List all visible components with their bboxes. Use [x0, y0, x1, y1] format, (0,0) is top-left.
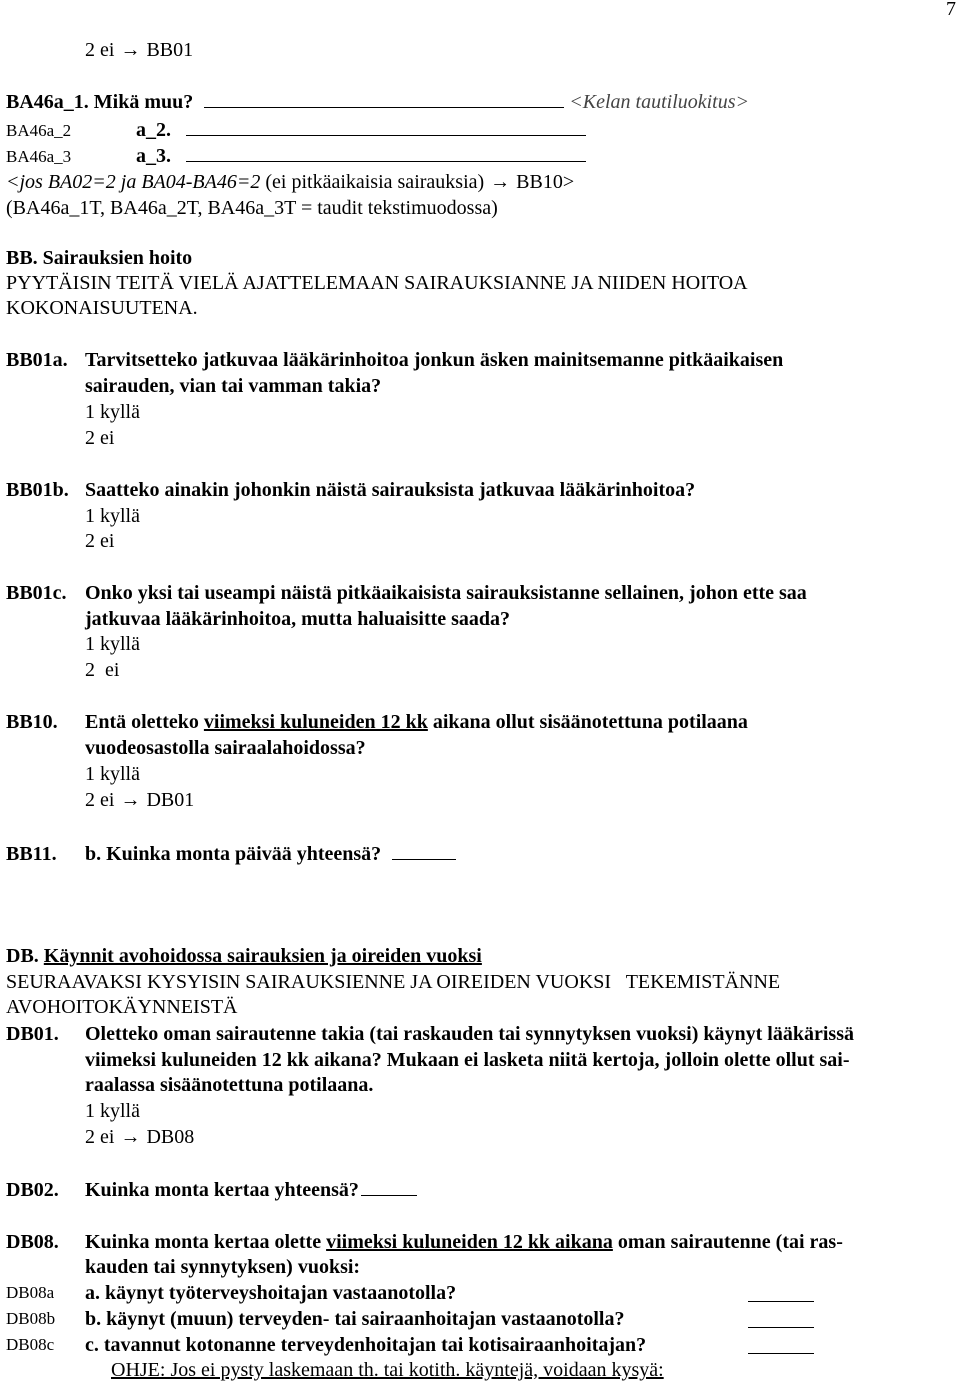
- question-code-bb01a: BB01a.: [6, 349, 68, 371]
- section-name: Käynnit avohoidossa sairauksien ja oireiden vuoksi: [43, 945, 482, 967]
- question-code-bb11: BB11.: [6, 843, 57, 865]
- question-ba46a-1: [6, 92, 749, 112]
- option-label: 2 ei: [85, 789, 115, 811]
- answer-blank-db08a[interactable]: [748, 1283, 814, 1302]
- coding-note: (BA46a_1T, BA46a_2T, BA46a_3T = taudit tekstimuodossa): [6, 197, 498, 219]
- question-text-part: Entä oletteko: [85, 711, 199, 733]
- sub-question-db08b: b. käynyt (muun) terveyden- tai sairaanhoitajan vastaanotolla?: [85, 1308, 625, 1330]
- section-intro-bb-1: PYYTÄISIN TEITÄ VIELÄ AJATTELEMAAN SAIRAUKSIANNE JA NIIDEN HOITOA: [6, 272, 748, 294]
- variable-code-db08c: DB08c: [6, 1335, 55, 1354]
- option-yes[interactable]: 1 kyllä: [85, 633, 140, 655]
- question-label: a_2.: [136, 119, 171, 141]
- skip-target: BB01: [146, 39, 194, 61]
- question-text-bb10-1: [85, 712, 748, 732]
- sub-question-db08a: a. käynyt työterveyshoitajan vastaanotolla?: [85, 1282, 457, 1304]
- question-text-part: oman sairautenne (tai ras-: [617, 1231, 843, 1253]
- variable-code: BA46a_2: [6, 121, 72, 140]
- skip-target: DB01: [146, 789, 195, 811]
- question-text-db08-2: kauden tai synnytyksen) vuoksi:: [85, 1256, 361, 1278]
- question-text-bb01c-2: jatkuvaa lääkärinhoitoa, mutta haluaisitte saada?: [85, 608, 511, 630]
- answer-blank-db08b[interactable]: [748, 1309, 814, 1328]
- section-title-db: [6, 946, 482, 966]
- question-text-db08-1: [85, 1232, 843, 1252]
- page-number: 7: [946, 0, 956, 20]
- variable-code: BA46a_3: [6, 147, 72, 166]
- section-code: DB.: [6, 945, 39, 967]
- option-yes[interactable]: 1 kyllä: [85, 1100, 140, 1122]
- interviewer-instruction: OHJE: Jos ei pysty laskemaan th. tai kotith. käyntejä, voidaan kysyä:: [111, 1359, 664, 1381]
- variable-code-db08a: DB08a: [6, 1283, 55, 1302]
- answer-blank-db08c[interactable]: [748, 1335, 814, 1354]
- question-text-bb10-2: vuodeosastolla sairaalahoidossa?: [85, 737, 366, 759]
- answer-blank[interactable]: [361, 1194, 417, 1196]
- arrow-right-icon: →: [120, 789, 141, 811]
- question-code-bb01b: BB01b.: [6, 479, 69, 501]
- question-db02: [85, 1180, 417, 1200]
- answer-blank[interactable]: [186, 134, 586, 136]
- question-code-db02: DB02.: [6, 1179, 59, 1201]
- answer-blank[interactable]: [392, 858, 456, 860]
- option-no-skip[interactable]: [85, 790, 194, 810]
- answer-blank[interactable]: [204, 106, 564, 108]
- option-yes[interactable]: 1 kyllä: [85, 505, 140, 527]
- arrow-right-icon: →: [120, 39, 141, 61]
- question-text-bb01b: Saatteko ainakin johonkin näistä sairauksista jatkuvaa lääkärinhoitoa?: [85, 479, 696, 501]
- question-text-db01-1: Oletteko oman sairautenne takia (tai raskauden tai synnytyksen vuoksi) käynyt lääkärissä: [85, 1023, 854, 1045]
- question-code-bb10: BB10.: [6, 711, 58, 733]
- question-label: a_3.: [136, 145, 171, 167]
- coding-hint: <Kelan tautiluokitus>: [569, 91, 750, 113]
- question-text-bb01a-1: Tarvitsetteko jatkuvaa lääkärinhoitoa jonkun äsken mainitsemanne pitkäaikaisen: [85, 349, 784, 371]
- option-label: 2 ei: [85, 1126, 115, 1148]
- question-ba46a-2: [6, 120, 586, 140]
- skip-target: DB08: [146, 1126, 195, 1148]
- question-code-bb01c: BB01c.: [6, 582, 67, 604]
- skip-reason: (ei pitkäaikaisia sairauksia): [265, 171, 485, 193]
- option-label: 2 ei: [85, 39, 115, 61]
- section-intro-db-1: SEURAAVAKSI KYSYISIN SAIRAUKSIENNE JA OIREIDEN VUOKSI TEKEMISTÄNNE: [6, 971, 781, 993]
- skip-condition: <jos BA02=2 ja BA04-BA46=2: [6, 171, 261, 193]
- question-label: BA46a_1. Mikä muu?: [6, 91, 194, 113]
- option-yes[interactable]: 1 kyllä: [85, 401, 140, 423]
- skip-line-top: [85, 40, 193, 60]
- option-no[interactable]: 2 ei: [85, 659, 120, 681]
- arrow-right-icon: →: [120, 1126, 141, 1148]
- skip-target: BB10>: [516, 171, 575, 193]
- question-text: Kuinka monta kertaa yhteensä?: [85, 1179, 359, 1201]
- option-no[interactable]: 2 ei: [85, 530, 115, 552]
- answer-blank[interactable]: [186, 160, 586, 162]
- question-code-db08: DB08.: [6, 1231, 59, 1253]
- section-intro-bb-2: KOKONAISUUTENA.: [6, 297, 198, 319]
- question-text-emphasis: viimeksi kuluneiden 12 kk aikana: [326, 1231, 613, 1253]
- question-text-bb01c-1: Onko yksi tai useampi näistä pitkäaikaisista sairauksistanne sellainen, johon ette saa: [85, 582, 807, 604]
- option-no-skip[interactable]: [85, 1127, 194, 1147]
- option-yes[interactable]: 1 kyllä: [85, 763, 140, 785]
- section-title-bb: BB. Sairauksien hoito: [6, 247, 193, 269]
- question-text-part: aikana ollut sisäänotettuna potilaana: [432, 711, 748, 733]
- question-bb11: [85, 844, 456, 864]
- variable-code-db08b: DB08b: [6, 1309, 56, 1328]
- question-text-db01-2: viimeksi kuluneiden 12 kk aikana? Mukaan ei lasketa niitä kertoja, jolloin olette ollut sai-: [85, 1049, 850, 1071]
- question-text-emphasis: viimeksi kuluneiden 12 kk: [203, 711, 428, 733]
- question-ba46a-3: [6, 146, 586, 166]
- section-intro-db-2: AVOHOITOKÄYNNEISTÄ: [6, 996, 238, 1018]
- question-text-part: Kuinka monta kertaa olette: [85, 1231, 322, 1253]
- option-no[interactable]: 2 ei: [85, 427, 115, 449]
- question-text-bb01a-2: sairauden, vian tai vamman takia?: [85, 375, 382, 397]
- question-code-db01: DB01.: [6, 1023, 59, 1045]
- question-text: b. Kuinka monta päivää yhteensä?: [85, 843, 382, 865]
- skip-instruction: [6, 172, 574, 192]
- sub-question-db08c: c. tavannut kotonanne terveydenhoitajan tai kotisairaanhoitajan?: [85, 1334, 647, 1356]
- question-text-db01-3: raalassa sisäänotettuna potilaana.: [85, 1074, 374, 1096]
- arrow-right-icon: →: [490, 171, 511, 193]
